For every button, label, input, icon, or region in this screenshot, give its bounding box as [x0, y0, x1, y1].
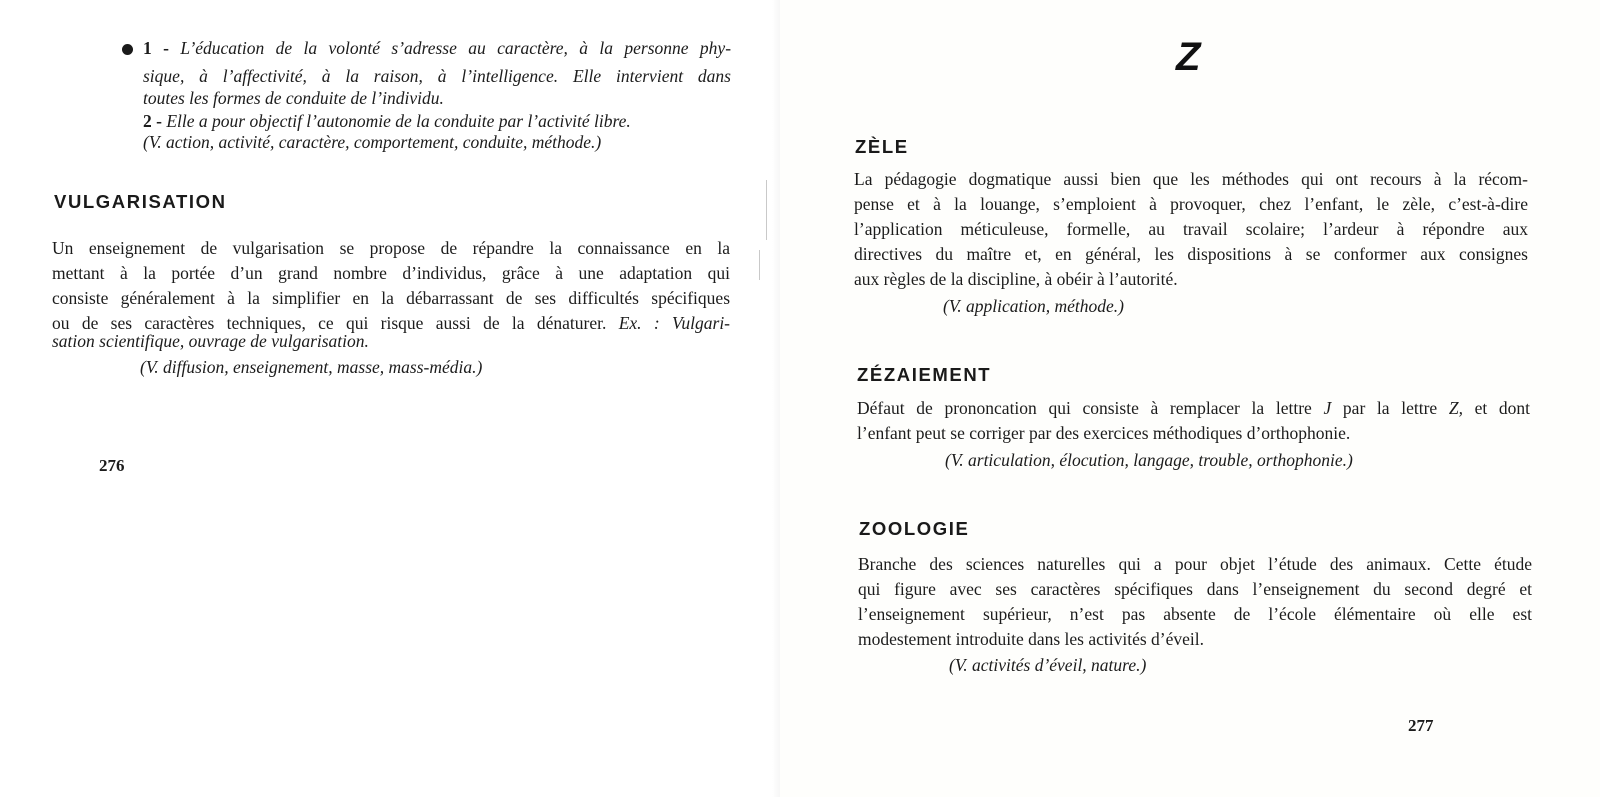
right-page — [780, 0, 1600, 797]
vulgarisation-line-1: Un enseignement de vulgarisation se propose de répandre la connaissance en la — [52, 240, 730, 258]
vulgarisation-line-3 — [52, 290, 730, 310]
vulgarisation-example-label: Ex. : Vulgari- — [618, 315, 730, 333]
vulgarisation-crossref: (V. diffusion, enseignement, masse, mass-média.) — [140, 357, 483, 377]
zezaiement-body — [857, 400, 1530, 480]
entry-heading-zoologie: ZOOLOGIE — [859, 518, 970, 539]
zoologie-body — [858, 556, 1532, 686]
volonte-text-1: L’éducation de la volonté s’adresse au caractère, à la personne phy- — [180, 40, 731, 58]
zele-line-3: l’application méticuleuse, formelle, au travail scolaire; l’ardeur à répondre aux — [854, 221, 1528, 239]
zoologie-line-4: modestement introduite dans les activités d’éveil. — [858, 629, 1205, 649]
volonte-text-4: Elle a pour objectif l’autonomie de la conduite par l’activité libre. — [166, 111, 631, 131]
vulgarisation-line-2: mettant à la portée d’un grand nombre d’individus, grâce à une adaptation qui — [52, 265, 730, 283]
zoologie-line-3: l’enseignement supérieur, n’est pas absente de l’école élémentaire où elle est — [858, 606, 1532, 624]
zele-body — [854, 171, 1528, 321]
zezaiement-crossref: (V. articulation, élocution, langage, trouble, orthophonie.) — [945, 450, 1353, 470]
zezaiement-letter-j: J — [1323, 400, 1332, 418]
volonte-line-4 — [143, 113, 631, 131]
zoologie-crossref: (V. activités d’éveil, nature.) — [949, 655, 1147, 675]
volonte-line-3: toutes les formes de conduite de l’individu. — [143, 88, 444, 108]
zezaiement-text-c: et dont — [1474, 400, 1530, 418]
item-number-1: 1 - — [143, 40, 169, 58]
vulgarisation-example: sation scientifique, ouvrage de vulgarisation. — [52, 331, 369, 351]
left-page — [0, 0, 780, 797]
section-letter: Z — [1176, 35, 1201, 79]
zele-line-1: La pédagogie dogmatique aussi bien que les méthodes qui ont recours à la récom- — [854, 171, 1528, 189]
volonte-crossref: (V. action, activité, caractère, comportement, conduite, méthode.) — [143, 132, 602, 152]
page-number-left: 276 — [99, 456, 125, 475]
zele-crossref: (V. application, méthode.) — [943, 296, 1124, 316]
zele-line-5: aux règles de la discipline, à obéir à l’autorité. — [854, 269, 1178, 289]
vulgarisation-body — [52, 240, 730, 390]
vulgarisation-text-4: ou de ses caractères techniques, ce qui risque aussi de la dénaturer. — [52, 315, 607, 333]
zele-line-2: pense et à la louange, s’emploient à provoquer, chez l’enfant, le zèle, c’est-à-dire — [854, 196, 1528, 214]
entry-heading-zezaiement: ZÉZAIEMENT — [857, 364, 992, 385]
zezaiement-text-b: par la lettre — [1342, 400, 1438, 418]
paper-mark — [759, 250, 760, 280]
zezaiement-line-2: l’enfant peut se corriger par des exercices méthodiques d’orthophonie. — [857, 423, 1351, 443]
zele-line-4: directives du maître et, en général, les dispositions à se conformer aux consignes — [854, 246, 1528, 264]
zezaiement-text-a: Défaut de prononcation qui consiste à remplacer la lettre — [857, 400, 1312, 418]
item-number-2: 2 - — [143, 111, 162, 131]
paper-mark — [766, 180, 767, 240]
zezaiement-line-1 — [857, 400, 1530, 420]
entry-heading-vulgarisation: VULGARISATION — [54, 191, 227, 212]
zoologie-line-1: Branche des sciences naturelles qui a pour objet l’étude des animaux. Cette étude — [858, 556, 1532, 574]
volonte-continuation — [143, 40, 731, 160]
volonte-line-2: sique, à l’affectivité, à la raison, à l’intelligence. Elle intervient dans — [143, 68, 731, 86]
page-number-right: 277 — [1408, 716, 1434, 735]
bullet-icon — [122, 44, 133, 55]
zezaiement-letter-z: Z, — [1448, 400, 1463, 418]
zoologie-line-2: qui figure avec ses caractères spécifiques dans l’enseignement du second degré et — [858, 581, 1532, 599]
volonte-line-1 — [143, 40, 731, 60]
entry-heading-zele: ZÈLE — [855, 136, 909, 157]
vulgarisation-text-3: consiste généralement à la simplifier en la débarrassant de ses difficultés spécifiques — [52, 290, 730, 308]
